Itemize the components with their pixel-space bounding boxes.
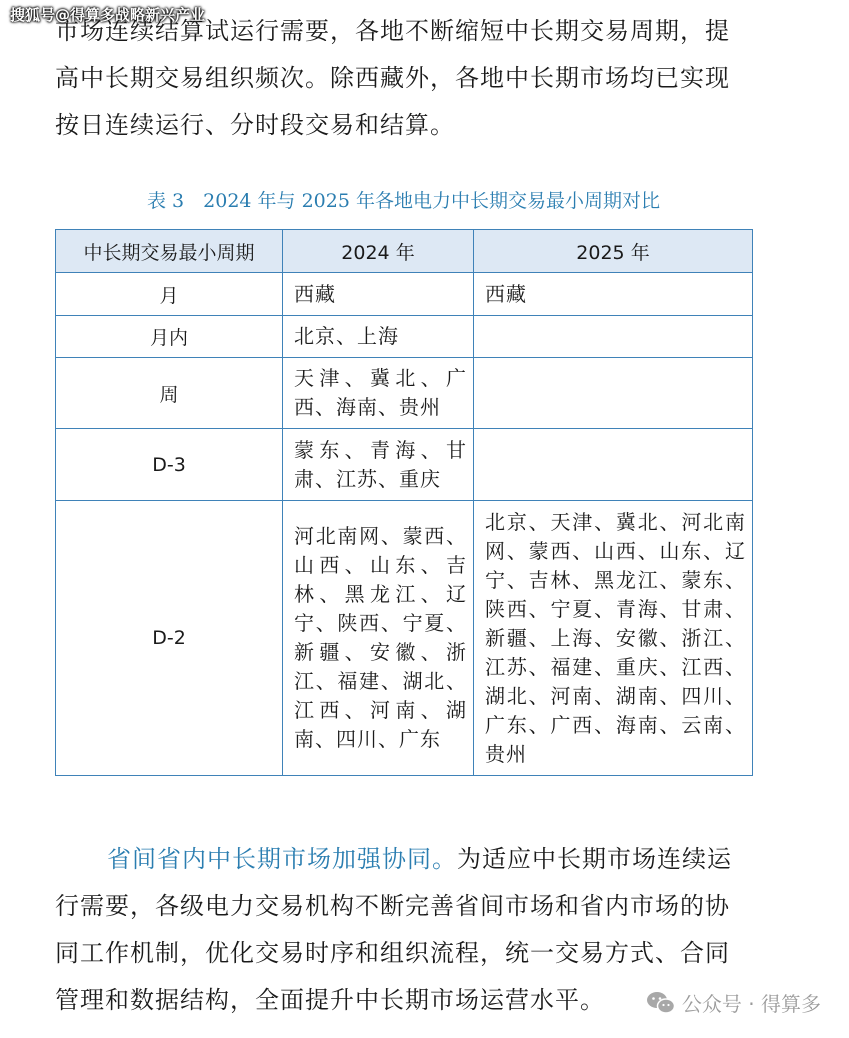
table-caption: 表 3 2024 年与 2025 年各地电力中长期交易最小周期对比 bbox=[147, 190, 660, 212]
wechat-watermark bbox=[646, 988, 821, 1017]
wechat-icon bbox=[646, 990, 676, 1016]
paragraph-line: 同工作机制，优化交易时序和组织流程，统一交易方式、合同 bbox=[55, 939, 730, 967]
period-cell: D-3 bbox=[56, 429, 283, 501]
header-2025: 2025 年 bbox=[474, 230, 753, 273]
paragraph-line: 高中长期交易组织频次。除西藏外，各地中长期市场均已实现 bbox=[55, 64, 730, 92]
regions-2025-cell bbox=[474, 429, 753, 501]
regions-2024-cell: 河北南网、蒙西、山西、山东、吉林、黑龙江、辽宁、陕西、宁夏、新疆、安徽、浙江、福建、湖北、江西、河南、湖南、四川、广东 bbox=[283, 501, 474, 776]
table-row bbox=[56, 316, 753, 358]
regions-2025-cell bbox=[474, 316, 753, 358]
paragraph-line: 行需要，各级电力交易机构不断完善省间市场和省内市场的协 bbox=[55, 892, 730, 920]
paragraph-lead-rest: 为适应中长期市场连续运 bbox=[457, 845, 732, 873]
table-header-row bbox=[56, 230, 753, 273]
regions-2024-cell: 西藏 bbox=[283, 273, 474, 316]
period-cell: 月内 bbox=[56, 316, 283, 358]
period-cell: 周 bbox=[56, 358, 283, 429]
regions-2025-cell: 北京、天津、冀北、河北南网、蒙西、山西、山东、辽宁、吉林、黑龙江、蒙东、陕西、宁夏、青海、甘肃、新疆、上海、安徽、浙江、江苏、福建、重庆、江西、湖北、河南、湖南、四川、广东、广西、海南、云南、贵州 bbox=[474, 501, 753, 776]
table-row bbox=[56, 429, 753, 501]
trading-period-table bbox=[55, 229, 753, 776]
header-period: 中长期交易最小周期 bbox=[56, 230, 283, 273]
table-row bbox=[56, 273, 753, 316]
regions-2024-cell: 北京、上海 bbox=[283, 316, 474, 358]
regions-2025-cell: 西藏 bbox=[474, 273, 753, 316]
table-row bbox=[56, 501, 753, 776]
paragraph-line: 市场连续结算试运行需要，各地不断缩短中长期交易周期，提 bbox=[55, 17, 730, 45]
watermark-text: 公众号 · 得算多 bbox=[681, 992, 821, 1016]
table-row bbox=[56, 358, 753, 429]
period-cell: 月 bbox=[56, 273, 283, 316]
regions-2024-cell: 蒙东、青海、甘肃、江苏、重庆 bbox=[283, 429, 474, 501]
watermark-source-label: 搜狐号@得算多战略新兴产业 bbox=[10, 6, 206, 24]
paragraph-lead-heading: 省间省内中长期市场加强协同。 bbox=[107, 845, 457, 873]
paragraph-line bbox=[55, 836, 775, 883]
period-cell: D-2 bbox=[56, 501, 283, 776]
regions-2024-cell: 天津、冀北、广西、海南、贵州 bbox=[283, 358, 474, 429]
paragraph-line: 按日连续运行、分时段交易和结算。 bbox=[55, 111, 455, 139]
header-2024: 2024 年 bbox=[283, 230, 474, 273]
paragraph-line: 管理和数据结构，全面提升中长期市场运营水平。 bbox=[55, 986, 605, 1014]
regions-2025-cell bbox=[474, 358, 753, 429]
intro-paragraph bbox=[55, 8, 775, 149]
